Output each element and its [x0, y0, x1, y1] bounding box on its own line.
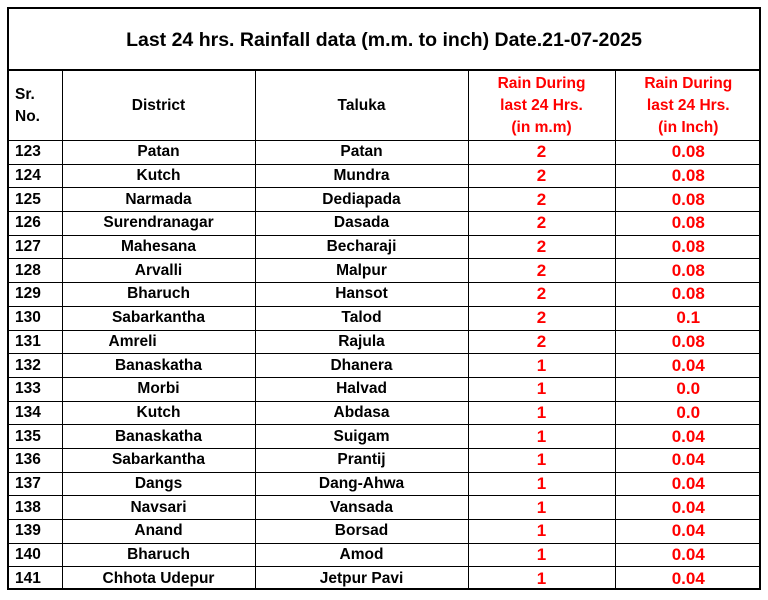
rain-inch-cell: 0.08	[615, 141, 761, 165]
taluka-cell: Malpur	[255, 259, 468, 283]
table-row	[9, 188, 761, 212]
district-cell: Anand	[62, 520, 255, 544]
rain-mm-cell: 1	[468, 567, 615, 590]
sr-cell: 131	[9, 330, 62, 354]
rain-mm-cell: 2	[468, 212, 615, 236]
sr-cell: 130	[9, 306, 62, 330]
table-row	[9, 496, 761, 520]
table-row	[9, 141, 761, 165]
table-row	[9, 283, 761, 307]
rain-mm-cell: 2	[468, 283, 615, 307]
taluka-cell: Prantij	[255, 448, 468, 472]
district-cell: Navsari	[62, 496, 255, 520]
rain-mm-cell: 2	[468, 235, 615, 259]
sr-cell: 129	[9, 283, 62, 307]
rain-mm-cell: 1	[468, 354, 615, 378]
rain-mm-cell: 1	[468, 496, 615, 520]
district-cell: Bharuch	[62, 543, 255, 567]
rain-mm-cell: 1	[468, 401, 615, 425]
rain-inch-cell: 0.04	[615, 567, 761, 590]
rain-mm-cell: 2	[468, 306, 615, 330]
rain-mm-cell: 2	[468, 164, 615, 188]
district-cell: Morbi	[62, 377, 255, 401]
sr-cell: 141	[9, 567, 62, 590]
rain-inch-cell: 0.08	[615, 330, 761, 354]
rain-mm-cell: 1	[468, 425, 615, 449]
rain-mm-cell: 2	[468, 141, 615, 165]
district-cell: Arvalli	[62, 259, 255, 283]
table-row	[9, 472, 761, 496]
rain-inch-cell: 0.08	[615, 164, 761, 188]
sr-cell: 127	[9, 235, 62, 259]
rainfall-sheet	[7, 7, 761, 590]
taluka-cell: Becharaji	[255, 235, 468, 259]
district-cell: Banaskatha	[62, 425, 255, 449]
sr-cell: 133	[9, 377, 62, 401]
rain-inch-cell: 0.0	[615, 401, 761, 425]
district-cell: Sabarkantha	[62, 448, 255, 472]
table-row	[9, 401, 761, 425]
rain-mm-cell: 2	[468, 330, 615, 354]
sr-cell: 123	[9, 141, 62, 165]
table-row	[9, 520, 761, 544]
rain-mm-cell: 2	[468, 259, 615, 283]
taluka-cell: Talod	[255, 306, 468, 330]
district-cell: Kutch	[62, 401, 255, 425]
rain-mm-cell: 1	[468, 472, 615, 496]
rain-inch-cell: 0.04	[615, 448, 761, 472]
sr-cell: 140	[9, 543, 62, 567]
table-row	[9, 306, 761, 330]
district-cell: Chhota Udepur	[62, 567, 255, 590]
district-cell: Kutch	[62, 164, 255, 188]
taluka-cell: Rajula	[255, 330, 468, 354]
header-sr-no: Sr. No.	[9, 71, 62, 141]
rain-inch-cell: 0.1	[615, 306, 761, 330]
sr-cell: 128	[9, 259, 62, 283]
sr-cell: 134	[9, 401, 62, 425]
district-cell: Bharuch	[62, 283, 255, 307]
taluka-cell: Abdasa	[255, 401, 468, 425]
table-row	[9, 377, 761, 401]
rain-mm-cell: 1	[468, 543, 615, 567]
table-row	[9, 567, 761, 590]
taluka-cell: Dhanera	[255, 354, 468, 378]
table-row	[9, 330, 761, 354]
sr-cell: 137	[9, 472, 62, 496]
sr-cell: 138	[9, 496, 62, 520]
sr-cell: 125	[9, 188, 62, 212]
district-cell: Narmada	[62, 188, 255, 212]
header-rain-mm: Rain During last 24 Hrs. (in m.m)	[468, 71, 615, 141]
taluka-cell: Halvad	[255, 377, 468, 401]
sr-cell: 139	[9, 520, 62, 544]
rainfall-table	[9, 71, 761, 590]
district-cell: Surendranagar	[62, 212, 255, 236]
taluka-cell: Mundra	[255, 164, 468, 188]
rain-inch-cell: 0.04	[615, 543, 761, 567]
table-row	[9, 259, 761, 283]
table-row	[9, 354, 761, 378]
rain-inch-cell: 0.08	[615, 283, 761, 307]
taluka-cell: Dediapada	[255, 188, 468, 212]
table-body	[9, 141, 761, 591]
sr-cell: 124	[9, 164, 62, 188]
taluka-cell: Borsad	[255, 520, 468, 544]
district-cell: Amreli	[62, 330, 255, 354]
rain-inch-cell: 0.04	[615, 472, 761, 496]
taluka-cell: Hansot	[255, 283, 468, 307]
rain-inch-cell: 0.0	[615, 377, 761, 401]
sr-cell: 135	[9, 425, 62, 449]
taluka-cell: Suigam	[255, 425, 468, 449]
header-district: District	[62, 71, 255, 141]
rain-mm-cell: 1	[468, 520, 615, 544]
sr-cell: 132	[9, 354, 62, 378]
rain-inch-cell: 0.08	[615, 188, 761, 212]
table-row	[9, 235, 761, 259]
taluka-cell: Dasada	[255, 212, 468, 236]
district-cell: Mahesana	[62, 235, 255, 259]
rain-inch-cell: 0.08	[615, 212, 761, 236]
sr-cell: 126	[9, 212, 62, 236]
rain-inch-cell: 0.04	[615, 496, 761, 520]
taluka-cell: Vansada	[255, 496, 468, 520]
table-row	[9, 543, 761, 567]
rain-inch-cell: 0.04	[615, 354, 761, 378]
taluka-cell: Patan	[255, 141, 468, 165]
table-header-row	[9, 71, 761, 141]
table-row	[9, 425, 761, 449]
district-cell: Sabarkantha	[62, 306, 255, 330]
rain-mm-cell: 2	[468, 188, 615, 212]
sr-cell: 136	[9, 448, 62, 472]
table-row	[9, 212, 761, 236]
district-cell: Banaskatha	[62, 354, 255, 378]
taluka-cell: Dang-Ahwa	[255, 472, 468, 496]
rain-inch-cell: 0.04	[615, 425, 761, 449]
header-rain-inch: Rain During last 24 Hrs. (in Inch)	[615, 71, 761, 141]
rain-inch-cell: 0.04	[615, 520, 761, 544]
district-cell: Dangs	[62, 472, 255, 496]
rain-mm-cell: 1	[468, 377, 615, 401]
rain-inch-cell: 0.08	[615, 259, 761, 283]
rain-mm-cell: 1	[468, 448, 615, 472]
taluka-cell: Amod	[255, 543, 468, 567]
header-taluka: Taluka	[255, 71, 468, 141]
page-title: Last 24 hrs. Rainfall data (m.m. to inch) Date.21-07-2025	[9, 9, 759, 71]
table-row	[9, 448, 761, 472]
district-cell: Patan	[62, 141, 255, 165]
table-row	[9, 164, 761, 188]
taluka-cell: Jetpur Pavi	[255, 567, 468, 590]
rain-inch-cell: 0.08	[615, 235, 761, 259]
